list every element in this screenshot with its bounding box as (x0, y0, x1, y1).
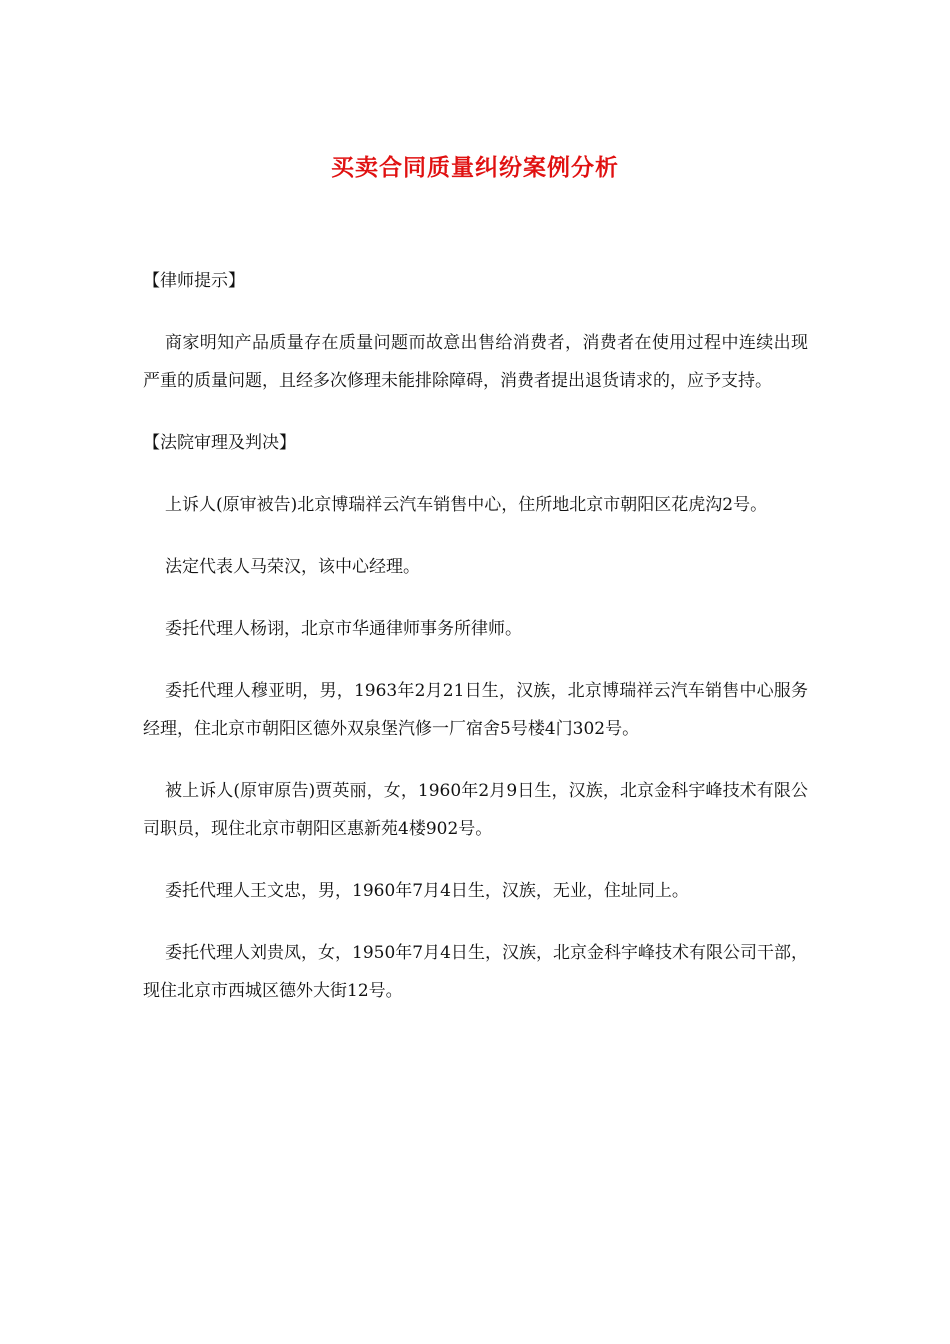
section-heading-court-ruling: 【法院审理及判决】 (143, 433, 296, 453)
paragraph: 委托代理人穆亚明，男，1963年2月21日生，汉族，北京博瑞祥云汽车销售中心服务经理，住北京市朝阳区德外双泉堡汽修一厂宿舍5号楼4门302号。 (143, 681, 808, 739)
paragraph: 上诉人(原审被告)北京博瑞祥云汽车销售中心，住所地北京市朝阳区花虎沟2号。 (165, 495, 768, 515)
document-body (143, 262, 808, 1034)
paragraph: 委托代理人王文忠，男，1960年7月4日生，汉族，无业，住址同上。 (165, 881, 689, 901)
document-title: 买卖合同质量纠纷案例分析 (331, 154, 619, 181)
paragraph: 委托代理人杨诩，北京市华通律师事务所律师。 (165, 619, 522, 639)
paragraph: 法定代表人马荣汉，该中心经理。 (165, 557, 420, 577)
paragraph: 被上诉人(原审原告)贾英丽，女，1960年2月9日生，汉族，北京金科宇峰技术有限公司职员，现住北京市朝阳区惠新苑4楼902号。 (143, 781, 808, 839)
section-heading-lawyer-tip: 【律师提示】 (143, 271, 245, 291)
paragraph: 商家明知产品质量存在质量问题而故意出售给消费者，消费者在使用过程中连续出现严重的质量问题，且经多次修理未能排除障碍，消费者提出退货请求的，应予支持。 (143, 333, 808, 391)
paragraph: 委托代理人刘贵凤，女，1950年7月4日生，汉族，北京金科宇峰技术有限公司干部，现住北京市西城区德外大街12号。 (143, 943, 808, 1001)
